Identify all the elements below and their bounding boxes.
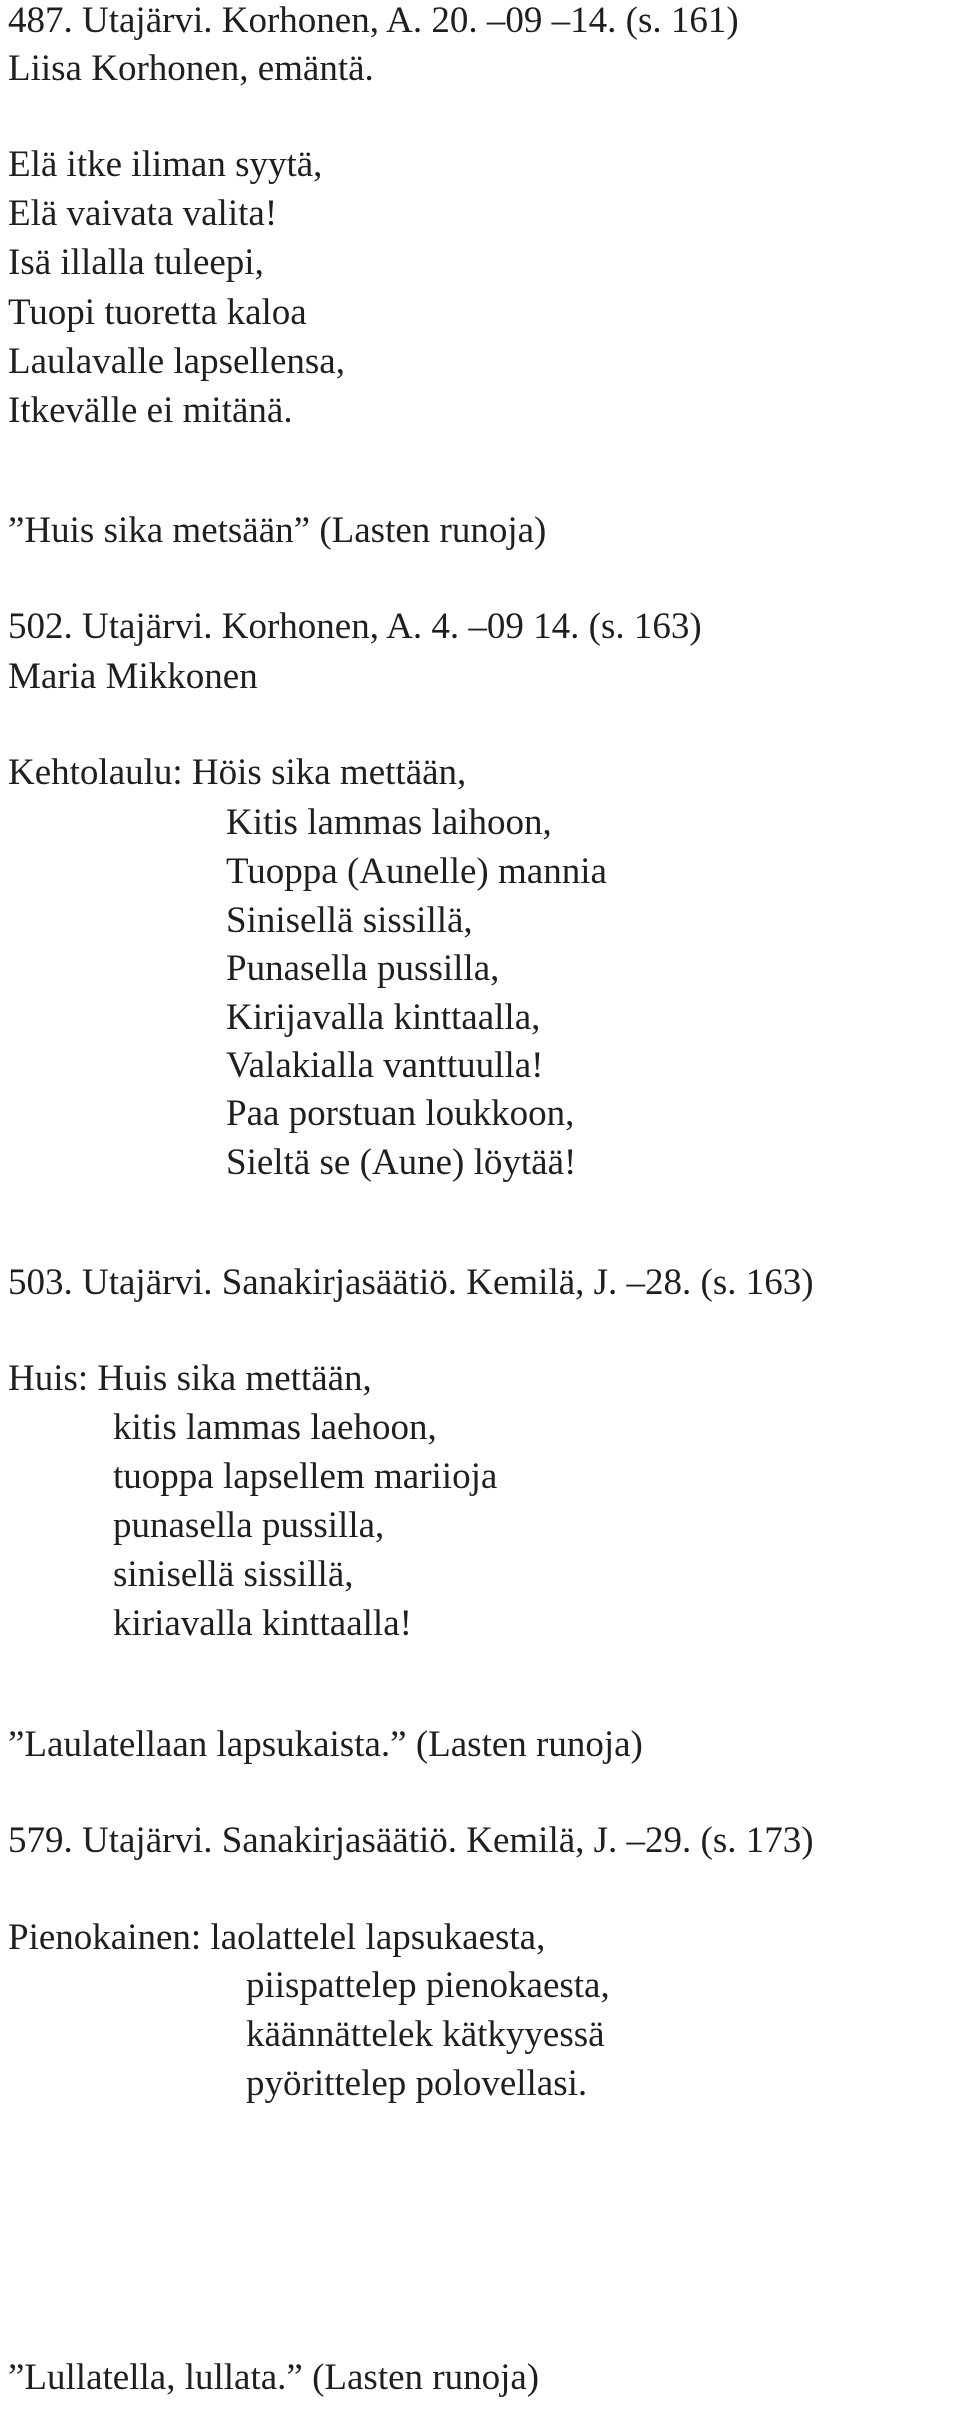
verse-line: Sieltä se (Aune) löytää!	[226, 1142, 577, 1183]
verse-line: Isä illalla tuleepi,	[8, 242, 264, 283]
entry-header-503: 503. Utajärvi. Sanakirjasäätiö. Kemilä, J. –28. (s. 163)	[8, 1262, 814, 1303]
verse-line: Kirijavalla kinttaalla,	[226, 997, 541, 1038]
entry-header-579: 579. Utajärvi. Sanakirjasäätiö. Kemilä, J. –29. (s. 173)	[8, 1820, 814, 1861]
verse-line: Paa porstuan loukkoon,	[226, 1093, 575, 1134]
entry-informant-502: Maria Mikkonen	[8, 656, 258, 697]
verse-line: käännättelek kätkyyessä	[246, 2014, 605, 2055]
verse-line: Pienokainen: laolattelel lapsukaesta,	[8, 1917, 546, 1958]
verse-line: kitis lammas laehoon,	[113, 1407, 437, 1448]
verse-line: Kitis lammas laihoon,	[226, 802, 552, 843]
entry-informant-487: Liisa Korhonen, emäntä.	[8, 48, 374, 89]
section-title-laulatellaan: ”Laulatellaan lapsukaista.” (Lasten runoja)	[8, 1724, 643, 1765]
document-page	[8, 0, 953, 2412]
verse-line: sinisellä sissillä,	[113, 1554, 354, 1595]
verse-line: Elä vaivata valita!	[8, 193, 278, 234]
verse-line: Laulavalle lapsellensa,	[8, 341, 345, 382]
verse-line: Valakialla vanttuulla!	[226, 1045, 544, 1086]
verse-line: Elä itke iliman syytä,	[8, 144, 323, 185]
verse-line: Kehtolaulu: Höis sika mettään,	[8, 752, 467, 793]
entry-header-502: 502. Utajärvi. Korhonen, A. 4. –09 14. (s. 163)	[8, 606, 702, 647]
verse-line: Tuoppa (Aunelle) mannia	[226, 851, 607, 892]
verse-line: kiriavalla kinttaalla!	[113, 1603, 412, 1644]
verse-line: punasella pussilla,	[113, 1505, 385, 1546]
verse-line: Itkevälle ei mitänä.	[8, 390, 293, 431]
entry-header-487: 487. Utajärvi. Korhonen, A. 20. –09 –14. (s. 161)	[8, 0, 739, 41]
verse-line: piispattelep pienokaesta,	[246, 1965, 610, 2006]
section-title-huis-sika: ”Huis sika metsään” (Lasten runoja)	[8, 510, 547, 551]
verse-line: Punasella pussilla,	[226, 948, 500, 989]
verse-line: tuoppa lapsellem mariioja	[113, 1456, 498, 1497]
verse-line: Huis: Huis sika mettään,	[8, 1358, 372, 1399]
section-title-lullatella: ”Lullatella, lullata.” (Lasten runoja)	[8, 2357, 540, 2398]
verse-line: Tuopi tuoretta kaloa	[8, 292, 307, 333]
verse-line: Sinisellä sissillä,	[226, 900, 473, 941]
verse-line: pyörittelep polovellasi.	[246, 2063, 588, 2104]
